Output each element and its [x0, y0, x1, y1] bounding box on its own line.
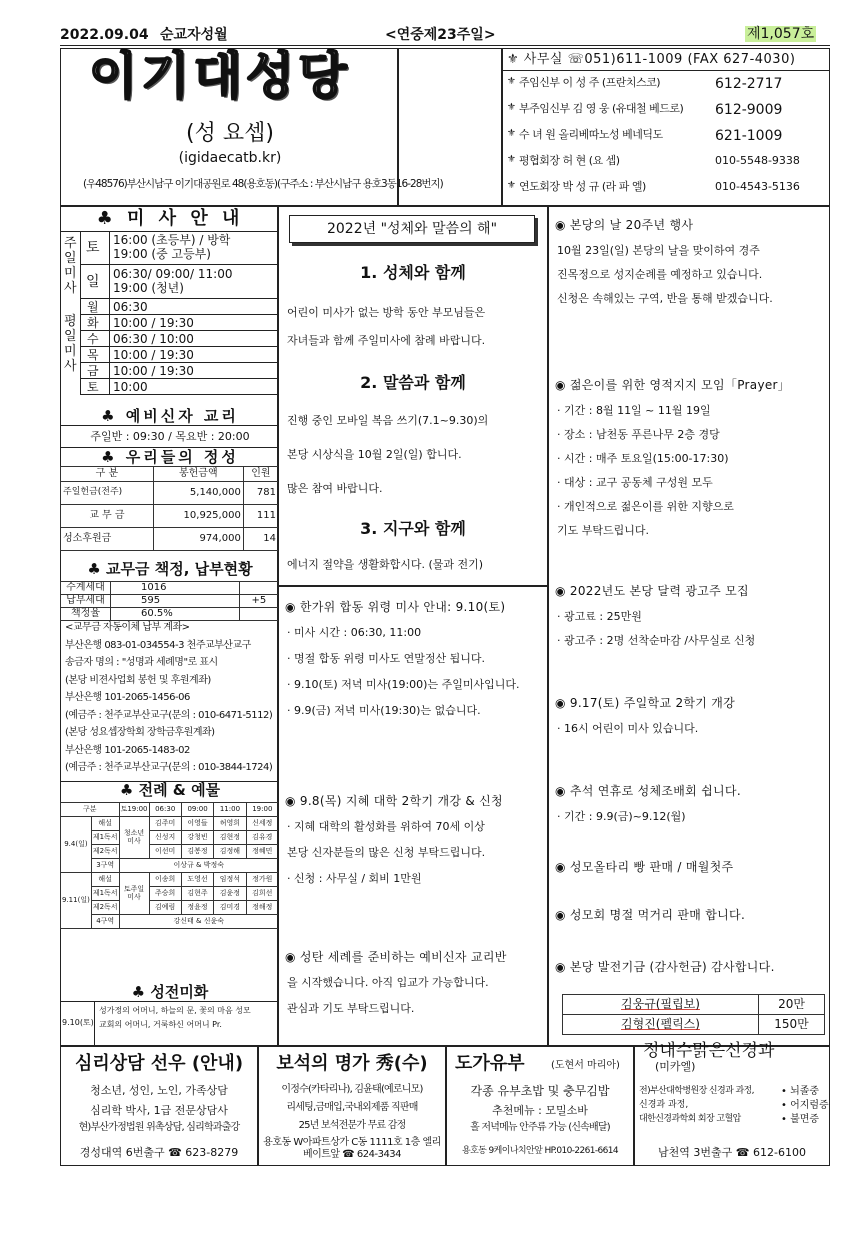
liturgy-cell: 해설 [91, 873, 119, 887]
liturgy-cell: 김유경 [246, 831, 278, 845]
weekday-mass-row: 목 10:00 / 19:30 [81, 347, 279, 363]
sunday-mass-label: 주일미사 [64, 236, 77, 296]
notice-title: ◉ 본당의 날 20주년 행사 [555, 218, 694, 232]
liturgy-cell: 구분 [61, 803, 120, 817]
liturgy-cell: 이선미 [149, 845, 181, 859]
notice-title: ◉ 성탄 세례를 준비하는 예비신자 교리반 [285, 950, 507, 964]
flower-text-1: 성가정의 어머니, 하늘의 문, 꽃의 마음 성모 [99, 1006, 251, 1015]
notice-line: · 16시 어린이 미사 있습니다. [557, 722, 699, 735]
notice-line: 관심과 기도 부탁드립니다. [287, 1002, 415, 1015]
notice-line: · 기간 : 8월 11일 ~ 11월 19일 [557, 404, 711, 417]
tithe-table: 수계세대 1016 납부세대 595 +5 책정율 60.5% [60, 581, 279, 621]
parish-title: 이기대성당 [89, 47, 351, 105]
notice-title: ◉ 한가위 합동 위령 미사 안내: 9.10(토) [285, 600, 506, 614]
issue-date: 2022.09.04 [60, 27, 149, 43]
tithe-line: 부산은행 101-2065-1456-06 [65, 692, 190, 703]
ad-counseling: 심리상담 선우 (안내) 청소년, 성인, 노인, 가족상담 심리학 박사, 1급 전문상담사 현)부산가정법원 위촉상담, 심리학과출강 경성대역 6번출구 ☎ 623-8279 [60, 1046, 258, 1166]
offering-table: 구 분 봉헌금액 인원 주일헌금(전주) 5,140,000 781 교 무 금 10,925,000 111 성소후원금 974,000 14 [60, 466, 279, 551]
cross-icon: ⚜ [507, 128, 516, 139]
liturgy-row [61, 901, 279, 915]
notice-line: · 장소 : 남천동 푸른나무 2층 경당 [557, 428, 720, 441]
notice-line: · 9.9(금) 저녁 미사(19:30)는 없습니다. [287, 704, 481, 717]
staff-role: 연도회장 박 성 규 (라 파 엘) [519, 180, 646, 193]
liturgy-cell: 김미경 [214, 901, 246, 915]
liturgy-cell: 청소년 미사 [119, 817, 149, 859]
liturgy-cell: 정해정 [246, 901, 278, 915]
notice-line: · 명절 합동 위령 미사도 연말정산 됩니다. [287, 652, 485, 665]
catechumen-schedule: 주일반 : 09:30 / 목요반 : 20:00 [90, 430, 250, 443]
tithe-line: (본당 성요셉장학회 장학금후원계좌) [65, 727, 215, 738]
liturgy-cell: 김예림 [149, 901, 181, 915]
liturgy-cell: 김현정 [214, 831, 246, 845]
tithe-line: (예금주 : 천주교부산교구(문의 : 010-3844-1724) [65, 762, 273, 773]
liturgy-cell: 3구역 [91, 859, 119, 873]
mass-title: ♣ 미 사 안 내 [96, 208, 244, 229]
liturgy-cell: 김희선 [246, 887, 278, 901]
weekday-mass-label: 평일미사 [64, 314, 77, 374]
theme-section-1: 1. 성체와 함께 [360, 263, 466, 282]
notice-title: ◉ 추석 연휴로 성체조배회 쉽니다. [555, 784, 741, 798]
notice-line: · 기간 : 9.9(금)~9.12(월) [557, 810, 686, 823]
theme-section-3: 3. 지구와 함께 [360, 519, 466, 538]
liturgy-row [61, 859, 279, 873]
staff-role: 평협회장 허 현 (요 셉) [519, 154, 620, 167]
liturgy-cell: 정혜민 [246, 845, 278, 859]
liturgy-cell: 이상규 & 박정숙 [119, 859, 278, 873]
liturgy-cell: 제2독서 [91, 901, 119, 915]
ad-restaurant: 도가유부 (도현서 마리아) 각종 유부초밥 및 충무김밥 추천메뉴 : 모밀소바 홀 저녁메뉴 안주류 가능 (신속배달) 용호동 9케이나치안앞 HP.010-2261-6614 [446, 1046, 634, 1166]
logo-box [398, 48, 502, 206]
liturgy-row [61, 845, 279, 859]
liturgy-cell: 이송희 [149, 873, 181, 887]
liturgy-cell: 김정해 [214, 845, 246, 859]
liturgy-cell: 신성지 [149, 831, 181, 845]
staff-phone: 010-5548-9338 [715, 154, 800, 167]
notice-line: 기도 부탁드립니다. [557, 524, 650, 537]
liturgy-cell: 제2독서 [91, 845, 119, 859]
weekday-mass-row: 월 06:30 [81, 299, 279, 315]
offering-title: ♣ 우리들의 정성 [101, 448, 239, 466]
liturgy-cell: 19:00 [246, 803, 278, 817]
notice-line: · 광고주 : 2명 선착순마감 /사무실로 신청 [557, 634, 756, 647]
notice-line: 을 시작했습니다. 아직 입교가 가능합니다. [287, 976, 489, 989]
notice-title: ◉ 9.17(토) 주일학교 2학기 개강 [555, 696, 736, 710]
notice-line: · 대상 : 교구 공동체 구성원 모두 [557, 476, 713, 489]
ad-jewelry: 보석의 명가 秀(수) 이정수(카타리나), 김윤태(예로니모) 리세팅,금매입,국내외제품 직판매 25년 보석전문가 무료 감정 용호동 W아파트상가 C동 1111호 1층 엘리베이트앞 ☎ 624-3434 [258, 1046, 446, 1166]
notice-line: · 시간 : 매주 토요일(15:00-17:30) [557, 452, 729, 465]
liturgy-cell: 강신태 & 신윤숙 [119, 915, 278, 929]
weekday-mass-row: 화 10:00 / 19:30 [81, 315, 279, 331]
notice-line: 10월 23일(일) 본당의 날을 맞이하여 경주 [557, 244, 760, 257]
liturgy-cell: 신세정 [246, 817, 278, 831]
liturgy-row [61, 887, 279, 901]
staff-role: 수 녀 원 올리베따노성 베네딕도 [519, 128, 663, 141]
top-rule [60, 45, 830, 46]
liturgy-title: ♣ 전례 & 예물 [119, 781, 221, 799]
liturgy-cell: 9.4(일) [61, 817, 92, 873]
liturgy-cell: 주승희 [149, 887, 181, 901]
liturgy-cell: 9.11(일) [61, 873, 92, 929]
notice-line: · 9.10(토) 저녁 미사(19:00)는 주일미사입니다. [287, 678, 520, 691]
notice-line: 신청은 속해있는 구역, 반을 통해 받겠습니다. [557, 292, 773, 305]
liturgy-cell: 제1독서 [91, 887, 119, 901]
staff-phone: 612-2717 [715, 76, 783, 92]
liturgy-cell: 정윤정 [181, 901, 213, 915]
parish-patron: (성 요셉) [186, 121, 274, 146]
tithe-line: 송금자 명의 : "성명과 세례명"로 표시 [65, 657, 218, 668]
liturgy-row [61, 817, 279, 831]
liturgy-cell: 해설 [91, 817, 119, 831]
tithe-line: 부산은행 083-01-034554-3 천주교부산교구 [65, 639, 251, 651]
right-notices [548, 206, 830, 1046]
contact-box [502, 48, 830, 206]
liturgy-cell: 이영들 [181, 817, 213, 831]
theme-section-2: 2. 말씀과 함께 [360, 373, 466, 392]
catechumen-title: ♣ 예비신자 교리 [101, 407, 239, 425]
left-column [60, 206, 278, 1046]
notice-line: · 개인적으로 젊은이를 위한 지향으로 [557, 500, 734, 513]
notice-line: 본당 신자분들의 많은 신청 부탁드립니다. [287, 846, 486, 859]
liturgy-cell: 김현주 [181, 887, 213, 901]
theme-title: 2022년 "성체와 말씀의 해" [326, 221, 498, 237]
notice-title: ◉ 본당 발전기금 (감사헌금) 감사합니다. [555, 960, 775, 974]
notice-line: · 지혜 대학의 활성화를 위하여 70세 이상 [287, 820, 485, 833]
liturgy-cell: 토19:00 [119, 803, 149, 817]
tithe-line: <교무금 자동이체 납부 계좌> [65, 622, 190, 633]
tithe-title: ♣ 교무금 책정, 납부현황 [87, 560, 253, 578]
liturgical-week: <연중제23주일> [385, 27, 496, 43]
tithe-line: (예금주 : 천주교부산교구(문의 : 010-6471-5112) [65, 709, 273, 721]
liturgy-row [61, 831, 279, 845]
office-phone: ⚜ 사무실 ☏051)611-1009 (FAX 627-4030) [507, 52, 796, 67]
notice-title: ◉ 젊은이를 위한 영적지지 모임「Prayer」 [555, 378, 791, 392]
notice-title: ◉ 9.8(목) 지혜 대학 2학기 개강 & 신청 [285, 794, 503, 808]
notice-line: · 미사 시간 : 06:30, 11:00 [287, 626, 422, 639]
liturgy-cell: 임정석 [214, 873, 246, 887]
liturgy-cell: 06:30 [149, 803, 181, 817]
theme-box: 2022년 "성체와 말씀의 해" 1. 성체와 함께 어린이 미사가 없는 방학 동안 부모님들은 자녀들과 함께 주일미사에 참례 바랍니다. 2. 말씀과 함께 진행 중인 모바일 복음 쓰기(7.1~9.30)의 본당 시상식을 10월 2일(일) 합니다. 많은 참여 바랍니다. 3. 지구와 함께 에너지 절약을 생활화합시다. (물과 전기) [278, 206, 548, 586]
liturgy-cell: 정가원 [246, 873, 278, 887]
liturgy-cell: 강청빈 [181, 831, 213, 845]
issue-number: 제1,057호 [747, 26, 815, 42]
staff-phone: 621-1009 [715, 128, 783, 144]
liturgy-cell: 09:00 [181, 803, 213, 817]
liturgy-table [60, 802, 279, 929]
liturgy-cell: 허영희 [214, 817, 246, 831]
notice-line: 진목정으로 성지순례를 예정하고 있습니다. [557, 268, 763, 281]
notice-line: · 광고료 : 25만원 [557, 610, 642, 623]
tithe-line: 부산은행 101-2065-1483-02 [65, 744, 190, 756]
notice-title: ◉ 성모회 명절 먹거리 판매 합니다. [555, 908, 746, 922]
liturgy-cell: 11:00 [214, 803, 246, 817]
cross-icon: ⚜ [507, 180, 516, 191]
sat-mass-row: 토 16:00 (초등부) / 방학 19:00 (중 고등부) [81, 231, 279, 265]
masthead-box [60, 47, 443, 206]
liturgy-cell: 4구역 [91, 915, 119, 929]
staff-phone: 010-4543-5136 [715, 180, 800, 193]
liturgy-cell: 김윤정 [214, 887, 246, 901]
notice-title: ◉ 성모올타리 빵 판매 / 매월첫주 [555, 860, 734, 874]
staff-role: 주임신부 이 성 주 (프란치스코) [519, 76, 661, 89]
flower-title: ♣ 성전미화 [131, 983, 209, 1001]
liturgy-cell: 제1독서 [91, 831, 119, 845]
liturgy-cell: 도영선 [181, 873, 213, 887]
liturgy-row [61, 873, 279, 887]
sun-mass-row: 일 06:30/ 09:00/ 11:00 19:00 (청년) [81, 265, 279, 299]
cross-icon: ⚜ [507, 52, 524, 67]
notice-line: · 신청 : 사무실 / 회비 1만원 [287, 872, 422, 885]
donor-table: 김웅규(필립보) 20만 김형진(펠릭스) 150만 [562, 994, 825, 1035]
staff-role: 부주임신부 김 영 웅 (유대철 베드로) [519, 102, 684, 115]
flower-date: 9.10(토) [62, 1018, 94, 1027]
notice-title: ◉ 2022년도 본당 달력 광고주 모집 [555, 584, 749, 598]
cross-icon: ⚜ [507, 154, 516, 165]
month-theme: 순교자성월 [160, 27, 228, 43]
cross-icon: ⚜ [507, 76, 516, 87]
cross-icon: ⚜ [507, 102, 516, 113]
liturgy-row [61, 915, 279, 929]
weekday-mass-row: 금 10:00 / 19:30 [81, 363, 279, 379]
weekday-mass-row: 토 10:00 [81, 379, 279, 395]
tithe-line: (본당 비젼사업회 봉헌 및 후원계좌) [65, 674, 211, 686]
flower-text-2: 교회의 어머니, 거룩하신 어머니 Pr. [99, 1020, 222, 1029]
liturgy-cell: 토주일 미사 [119, 873, 149, 915]
liturgy-cell: 김주미 [149, 817, 181, 831]
liturgy-cell: 김봉정 [181, 845, 213, 859]
parish-address: (우48576)부산시남구 이기대공원로 48(용호동)(구주소 : 부산시남구 용호3동16-28번지) [83, 178, 443, 190]
parish-website: (igidaecatb.kr) [178, 150, 282, 166]
liturgy-row [61, 803, 279, 817]
ad-clinic: 정내수맑은신경과 (미카엘) 전)부산대학병원장 신경과 과정, 신경과 과정, 대한신경과학회 회장 고혈압 • 뇌졸중 • 어지럼증 • 불면증 남천역 3번출구 ☎ 612-6100 [634, 1046, 830, 1166]
weekday-mass-row: 수 06:30 / 10:00 [81, 331, 279, 347]
middle-notices [278, 586, 548, 1046]
staff-phone: 612-9009 [715, 102, 783, 118]
